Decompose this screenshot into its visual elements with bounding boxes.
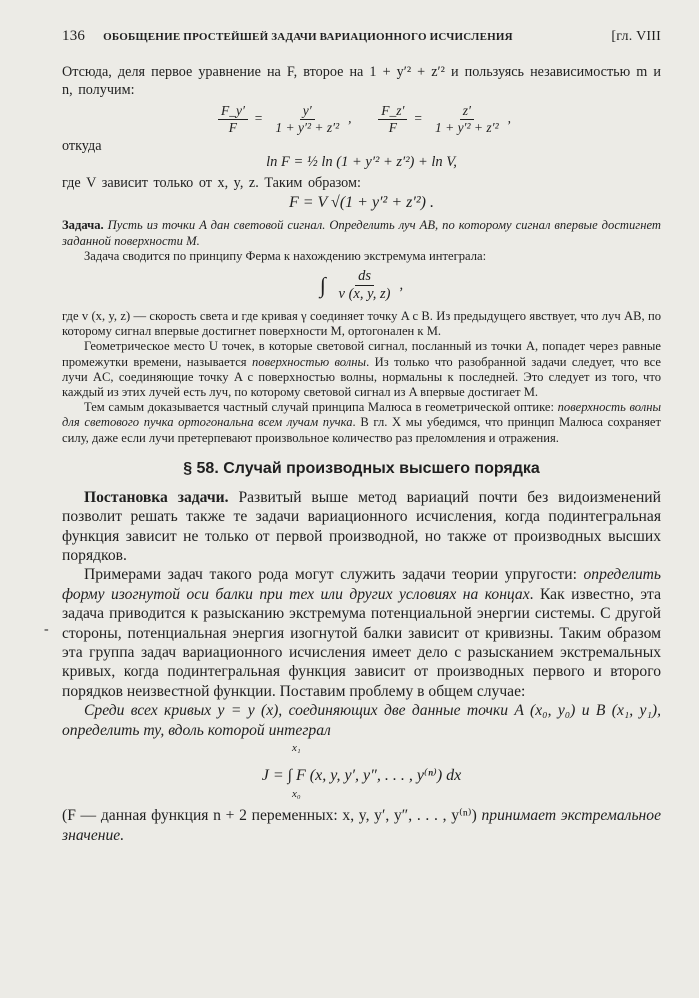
equation-functional: [62, 742, 661, 801]
term-wave-surface: поверхностью волны: [251, 354, 367, 369]
eq2-right-den: 1 + y′² + z′²: [434, 120, 499, 136]
eq6-body: J = ∫ F (x, y, y′, y″, . . . , y⁽ⁿ⁾) dx: [261, 767, 462, 785]
equation-fermat-integral: ∫ $\frac{ds}{v (x, y, z)}$ ,: [319, 267, 404, 302]
task-paragraph-1: Задача сводится по принципу Ферма к нахождению экстремума интеграла:: [84, 248, 487, 263]
task-label: Задача.: [62, 218, 104, 233]
paragraph-2: где V зависит только от x, y, z. Таким образом:: [62, 174, 361, 191]
eq1-right-den: 1 + y′² + z′²: [275, 120, 340, 136]
eq1-left-den: F: [228, 120, 238, 136]
eq2-left-num: F_z′: [378, 103, 407, 120]
paragraph-1: Отсюда, деля первое уравнение на F, второе на 1 + y′² + z′² и пользуясь независимостью m и n, получим:: [62, 64, 661, 98]
page-header: [62, 28, 661, 50]
margin-mark: -: [44, 622, 49, 637]
section-label: Постановка задачи.: [84, 488, 229, 506]
task-paragraph-4: Тем самым доказывается частный случай принципа Малюса в геометрической оптике: поверхность волны для светового пучка ортогональна всем лучам пучка. В гл. X мы убедимся, что принцип Малюса сохраняет силу, даже если лучи претерпевают произвольное количество раз преломления и отражения.: [62, 400, 661, 445]
section-paragraph-3: Среди всех кривых y = y (x), соединяющих две данные точки A (x₀, y₀) и B (x₁, y₁), определить ту, вдоль которой интеграл: [62, 702, 661, 739]
section-title: § 58. Случай производных высшего порядка: [183, 459, 540, 477]
section-paragraph-4: (F — данная функция n + 2 переменных: x, y, y′, y″, . . . , y⁽ⁿ⁾) принимает экстремальное значение.: [62, 807, 661, 844]
eq6-lower-limit: x₀: [292, 788, 301, 801]
eq2-left-den: F: [388, 120, 397, 136]
word-otkuda: откуда: [62, 138, 102, 155]
section-paragraph-1: Постановка задачи. Развитый выше метод вариаций почти без видоизменений позволит решать также те задачи вариационного исчисления, когда подинтегральная функция зависит не только от первой производной, но также от производных высших порядков.: [62, 488, 662, 565]
beam-problem: определить форму изогнутой оси балки при тех или других условиях на концах: [62, 566, 661, 603]
equation-F: F = V √(1 + y′² + z′²) .: [288, 194, 434, 212]
task-paragraph-3: Геометрическое место U точек, в которые световой сигнал, посланный из точки A, попадет через равные промежутки времени, называется поверхностью волны. Из только что разобранной задачи следует, что все лучи AC, соединяющие точку A с поверхностью волны, нормальны к последней. Это следует из того, что каждый из этих лучей есть луч, по которому световой сигнал из A впервые достигает M.: [62, 339, 661, 399]
extremal-value: принимает экстремальное значение.: [62, 807, 661, 844]
chapter-ref: [гл. VIII: [611, 29, 661, 44]
task-text: Пусть из точки A дан световой сигнал. Определить луч AB, по которому сигнал впервые достигнет заданной поверхности M.: [62, 218, 661, 248]
running-title: ОБОБЩЕНИЕ ПРОСТЕЙШЕЙ ЗАДАЧИ ВАРИАЦИОННОГО ИСЧИСЛЕНИЯ: [103, 31, 513, 43]
eq5-num: ds: [355, 268, 374, 286]
task-statement: [62, 218, 661, 248]
eq1-right-num: y′: [300, 103, 315, 120]
eq2-right-num: z′: [460, 103, 474, 120]
page-number: 136: [62, 28, 86, 44]
section-paragraph-2: Примерами задач такого рода могут служить задачи теории упругости: определить форму изогнутой оси балки при тех или других условиях на концах. Как известно, эта задача приводится к разысканию экстремума потенциальной энергии системы. С другой стороны, потенциальная энергия изогнутой балки зависит от кривизны. Таким образом эта группа задач вариационного исчисления имеет дело с разысканием экстремальных кривых, когда подинтегральная функция зависит от производных первого и второго порядков неизвестной функции. Поставим проблему в общем случае:: [62, 566, 661, 700]
eq5-den: v (x, y, z): [338, 285, 391, 302]
task-paragraph-2: где v (x, y, z) — скорость света и где кривая γ соединяет точку A с B. Из предыдущего явствует, что луч AB, по которому сигнал впервые достигнет поверхности M, ортогонален к M.: [62, 308, 661, 339]
equation-ln: ln F = ½ ln (1 + y′² + z′²) + ln V,: [266, 153, 457, 170]
eq1-left-num: F_y′: [218, 103, 248, 120]
malus-principle: поверхность волны для светового пучка ортогональна всем лучам пучка: [62, 400, 661, 430]
eq6-upper-limit: x₁: [292, 742, 301, 755]
equation-ratios: $\frac{F\_y'}{F}$ = $\frac{y'}{\text{1 + y′² + z′²}}$ , $\frac{F\_z'}{F}$ = $\frac{z'}{\text{1 + y′² + z′²}}$ ,: [62, 103, 661, 136]
